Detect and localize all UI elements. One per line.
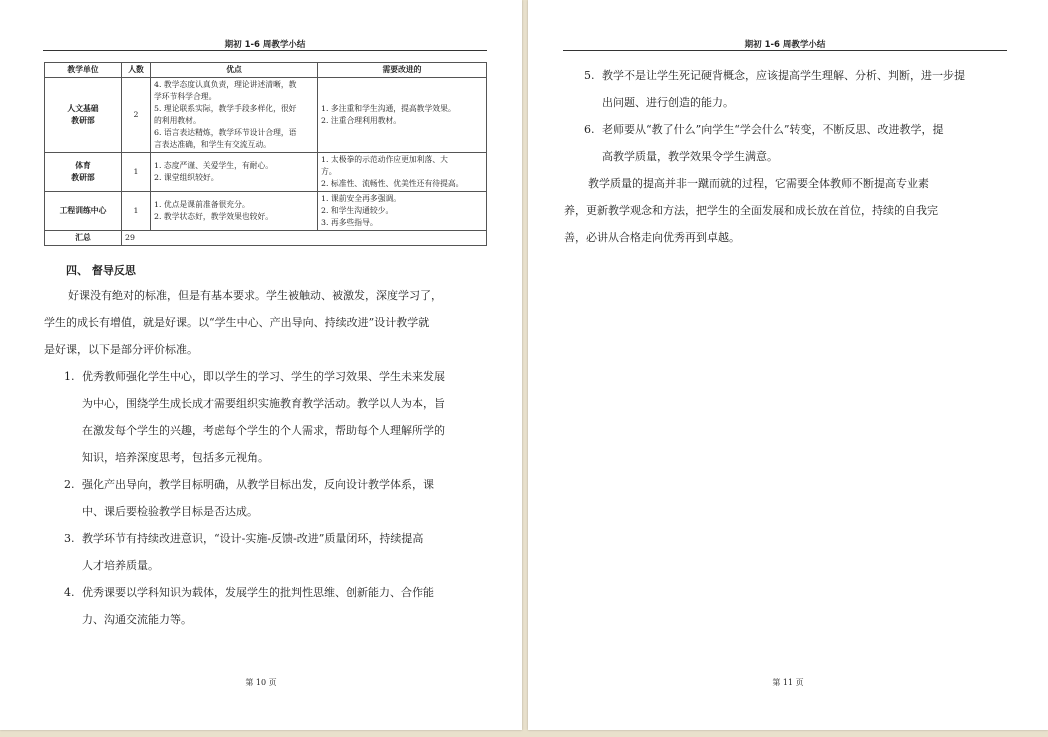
list-number: 5. xyxy=(584,69,595,82)
text-line: 中、课后要检验教学目标是否达成。 xyxy=(82,505,258,518)
strength-line: 学环节科学合理。 xyxy=(154,92,217,101)
improvements-cell xyxy=(318,78,487,153)
improvement-line: 2. 注重合理利用教材。 xyxy=(321,116,402,125)
unit-cell xyxy=(45,78,122,153)
list-item xyxy=(44,471,490,525)
list-item xyxy=(44,363,490,471)
text-line: 人才培养质量。 xyxy=(82,559,159,572)
improvement-line: 1. 多注重和学生沟通，提高教学效果。 xyxy=(321,104,456,113)
improvement-line: 方。 xyxy=(321,167,337,176)
strength-line: 5. 理论联系实际，教学手段多样化，很好 xyxy=(154,104,297,113)
strength-line: 言表达准确，和学生有交流互动。 xyxy=(154,140,271,149)
improvement-line: 1. 课前安全再多强调。 xyxy=(321,194,402,203)
count-cell: 1 xyxy=(122,153,151,192)
unit-cell xyxy=(45,153,122,192)
improvement-line: 1. 太极拳的示范动作应更加利落、大 xyxy=(321,155,448,164)
criteria-list-continued xyxy=(564,62,1010,251)
text-line: 在激发每个学生的兴趣，考虑每个学生的个人需求，帮助每个人理解所学的 xyxy=(82,424,445,437)
strengths-cell xyxy=(151,192,318,231)
evaluation-table xyxy=(44,62,487,246)
unit-line: 教研部 xyxy=(71,116,95,125)
list-number: 1. xyxy=(64,370,75,383)
improvements-cell xyxy=(318,153,487,192)
intro-paragraph xyxy=(44,282,490,363)
text-line: 教学不是让学生死记硬背概念，应该提高学生理解、分析、判断，进一步提 xyxy=(602,69,965,82)
text-line: 优秀课要以学科知识为载体，发展学生的批判性思维、创新能力、合作能 xyxy=(82,586,434,599)
header-unit: 教学单位 xyxy=(45,63,122,78)
text-line: 为中心，围绕学生成长成才需要组织实施教育教学活动。教学以人为本，旨 xyxy=(82,397,445,410)
page-number: 第 10 页 xyxy=(245,678,277,687)
total-label: 汇总 xyxy=(45,231,122,246)
unit-line: 人文基础 xyxy=(67,104,99,113)
text-line: 善，必讲从合格走向优秀再到卓越。 xyxy=(564,231,740,244)
table-row xyxy=(45,78,487,153)
header-improvements: 需要改进的 xyxy=(318,63,487,78)
improvement-line: 2. 和学生沟通较少。 xyxy=(321,206,394,215)
list-number: 3. xyxy=(64,532,75,545)
strength-line: 1. 态度严谨、关爱学生，有耐心。 xyxy=(154,161,274,170)
unit-cell xyxy=(45,192,122,231)
strength-line: 6. 语言表达精炼，教学环节设计合理，语 xyxy=(154,128,297,137)
list-number: 6. xyxy=(584,123,595,136)
unit-line: 工程训练中心 xyxy=(59,206,107,215)
header-divider xyxy=(43,50,487,51)
strength-line: 1. 优点是课前准备很充分。 xyxy=(154,200,250,209)
improvement-line: 3. 再多些指导。 xyxy=(321,218,378,227)
page-11 xyxy=(528,0,1048,730)
page-number: 第 11 页 xyxy=(772,678,804,687)
header-strengths: 优点 xyxy=(151,63,318,78)
text-line: 优秀教师强化学生中心，即以学生的学习、学生的学习效果、学生未来发展 xyxy=(82,370,445,383)
count-cell: 2 xyxy=(122,78,151,153)
section-title: 四、 督导反思 xyxy=(66,264,136,277)
text-line: 好课没有绝对的标准，但是有基本要求。学生被触动、被激发，深度学习了， xyxy=(68,289,442,302)
table-row xyxy=(45,153,487,192)
text-line: 养，更新教学观念和方法，把学生的全面发展和成长放在首位，持续的自我完 xyxy=(564,204,938,217)
list-item xyxy=(564,116,1010,170)
table-header-row xyxy=(45,63,487,78)
unit-line: 体育 xyxy=(75,161,91,170)
list-item xyxy=(564,62,1010,116)
strength-line: 2. 课堂组织较好。 xyxy=(154,173,219,182)
text-line: 是好课，以下是部分评价标准。 xyxy=(44,343,198,356)
page-header: 期初 1-6 周教学小结 xyxy=(224,40,306,50)
strengths-cell xyxy=(151,153,318,192)
page-10 xyxy=(0,0,522,730)
text-line: 教学质量的提高并非一蹴而就的过程，它需要全体教师不断提高专业素 xyxy=(588,177,929,190)
text-line: 知识，培养深度思考，包括多元视角。 xyxy=(82,451,269,464)
list-number: 2. xyxy=(64,478,75,491)
total-value: 29 xyxy=(122,231,487,246)
improvements-cell xyxy=(318,192,487,231)
text-line: 高教学质量，教学效果令学生满意。 xyxy=(602,150,778,163)
header-divider xyxy=(563,50,1007,51)
text-line: 强化产出导向，教学目标明确，从教学目标出发，反向设计教学体系，课 xyxy=(82,478,434,491)
strengths-cell xyxy=(151,78,318,153)
count-cell: 1 xyxy=(122,192,151,231)
page-header: 期初 1-6 周教学小结 xyxy=(744,40,826,50)
strength-line: 2. 教学状态好，教学效果也较好。 xyxy=(154,212,274,221)
text-line: 学生的成长有增值，就是好课。以“学生中心、产出导向、持续改进”设计教学就 xyxy=(44,316,430,329)
text-line: 教学环节有持续改进意识，“设计-实施-反馈-改进”质量闭环，持续提高 xyxy=(82,532,424,545)
text-line: 老师要从“教了什么”向学生“学会什么”转变，不断反思、改进教学，提 xyxy=(602,123,944,136)
strength-line: 4. 教学态度认真负责，理论讲述清晰，教 xyxy=(154,80,297,89)
table-total-row xyxy=(45,231,487,246)
unit-line: 教研部 xyxy=(71,173,95,182)
header-count: 人数 xyxy=(122,63,151,78)
text-line: 出问题、进行创造的能力。 xyxy=(602,96,734,109)
list-item xyxy=(44,579,490,633)
criteria-list xyxy=(44,363,490,633)
strength-line: 的利用教材。 xyxy=(154,116,201,125)
list-number: 4. xyxy=(64,586,75,599)
table-row xyxy=(45,192,487,231)
text-line: 力、沟通交流能力等。 xyxy=(82,613,192,626)
improvement-line: 2. 标准性、流畅性、优美性还有待提高。 xyxy=(321,179,464,188)
list-item xyxy=(44,525,490,579)
